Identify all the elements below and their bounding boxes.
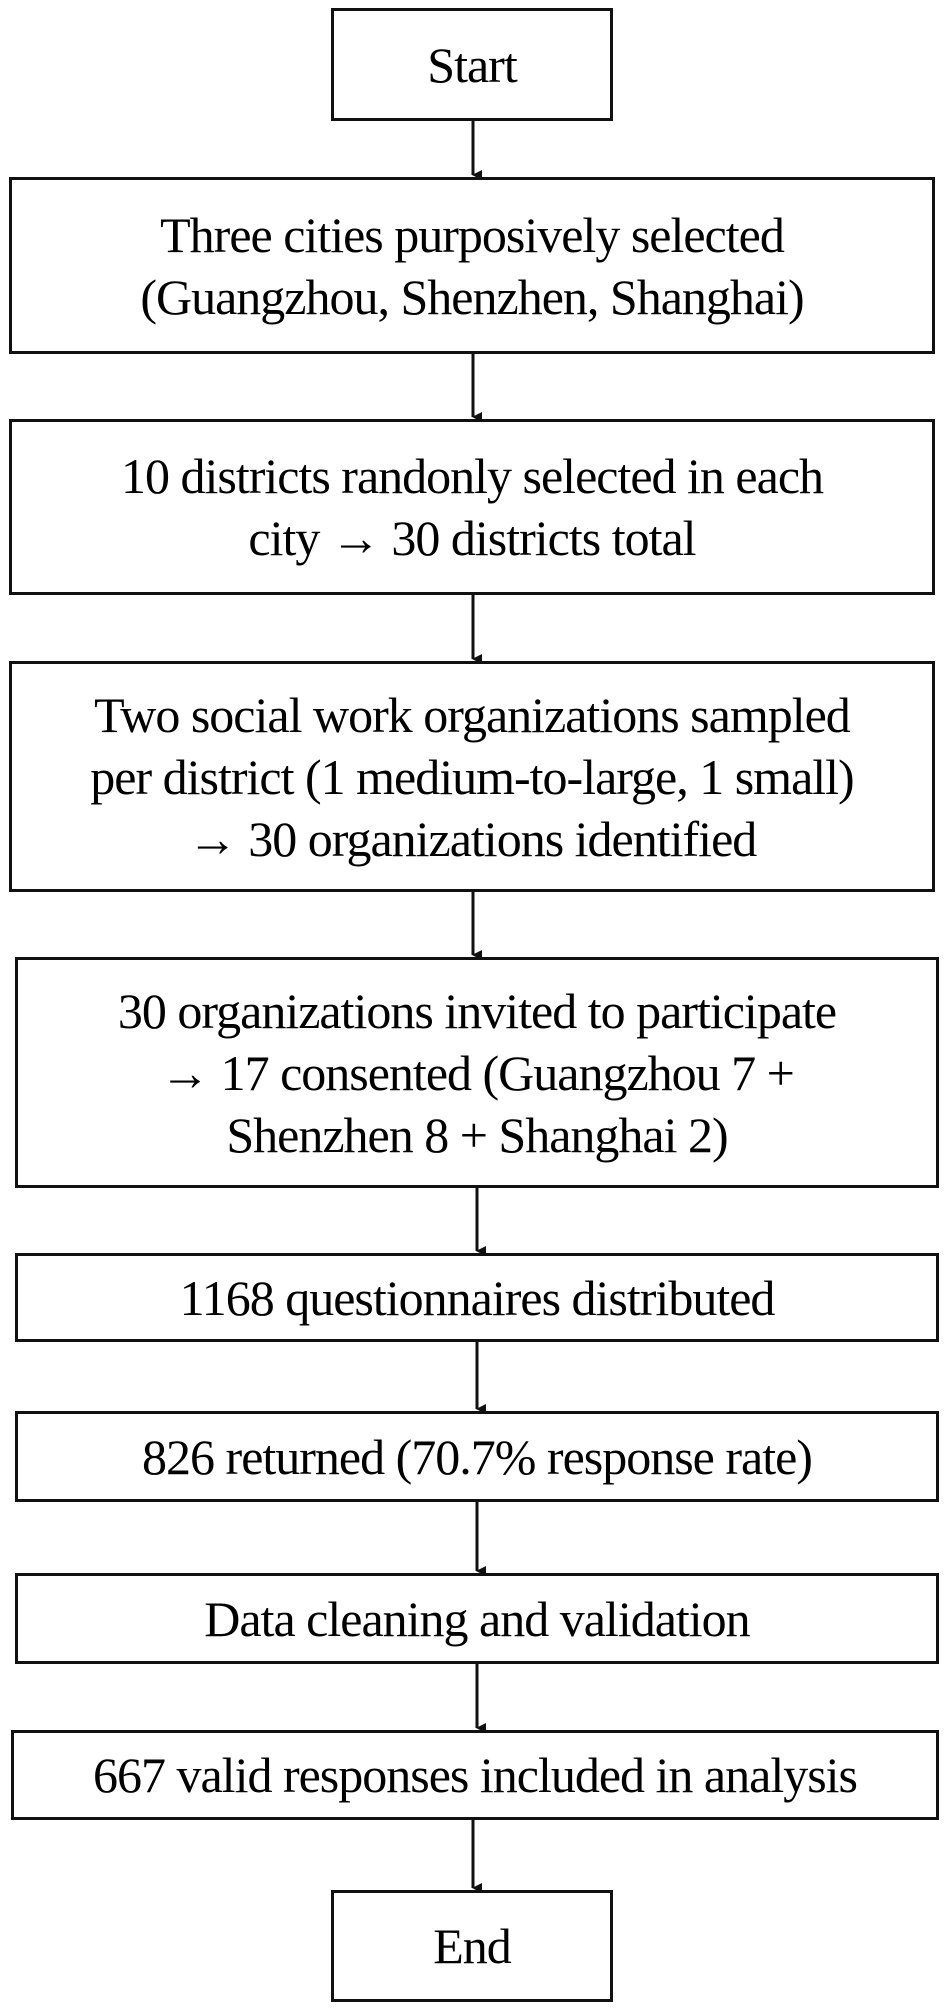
step-text: 667 valid responses included in analysis [92,1747,858,1803]
questionnaires-distributed-box [15,1253,939,1342]
step-text: → 17 consented (Guangzhou 7 + [160,1044,794,1101]
step-text: → 30 organizations identified [187,810,757,867]
step-text: per district (1 medium-to-large, 1 small) [90,748,854,805]
step-text: city → 30 districts total [248,510,696,566]
step-text: 826 returned (70.7% response rate) [142,1428,812,1485]
step-text: 10 districts randonly selected in each [120,448,824,504]
end-box [331,1890,613,2002]
step-text: Data cleaning and validation [204,1590,750,1647]
data-cleaning-box [15,1573,939,1664]
step-text: Shenzhen 8 + Shanghai 2) [226,1106,728,1163]
step-text: Three cities purposively selected [160,206,784,263]
step-text: End [433,1918,511,1974]
organizations-invited-box [15,957,939,1188]
districts-selected-box [9,419,935,595]
step-text: 1168 questionnaires distributed [179,1269,775,1326]
cities-selected-box [9,177,935,354]
step-text: (Guangzhou, Shenzhen, Shanghai) [140,268,804,325]
step-text: 30 organizations invited to participate [117,982,837,1039]
step-text: Start [427,36,517,93]
questionnaires-returned-box [15,1411,939,1502]
valid-responses-box [11,1730,939,1820]
step-text: Two social work organizations sampled [94,686,850,743]
organizations-sampled-box [9,661,935,892]
start-box [331,8,613,121]
